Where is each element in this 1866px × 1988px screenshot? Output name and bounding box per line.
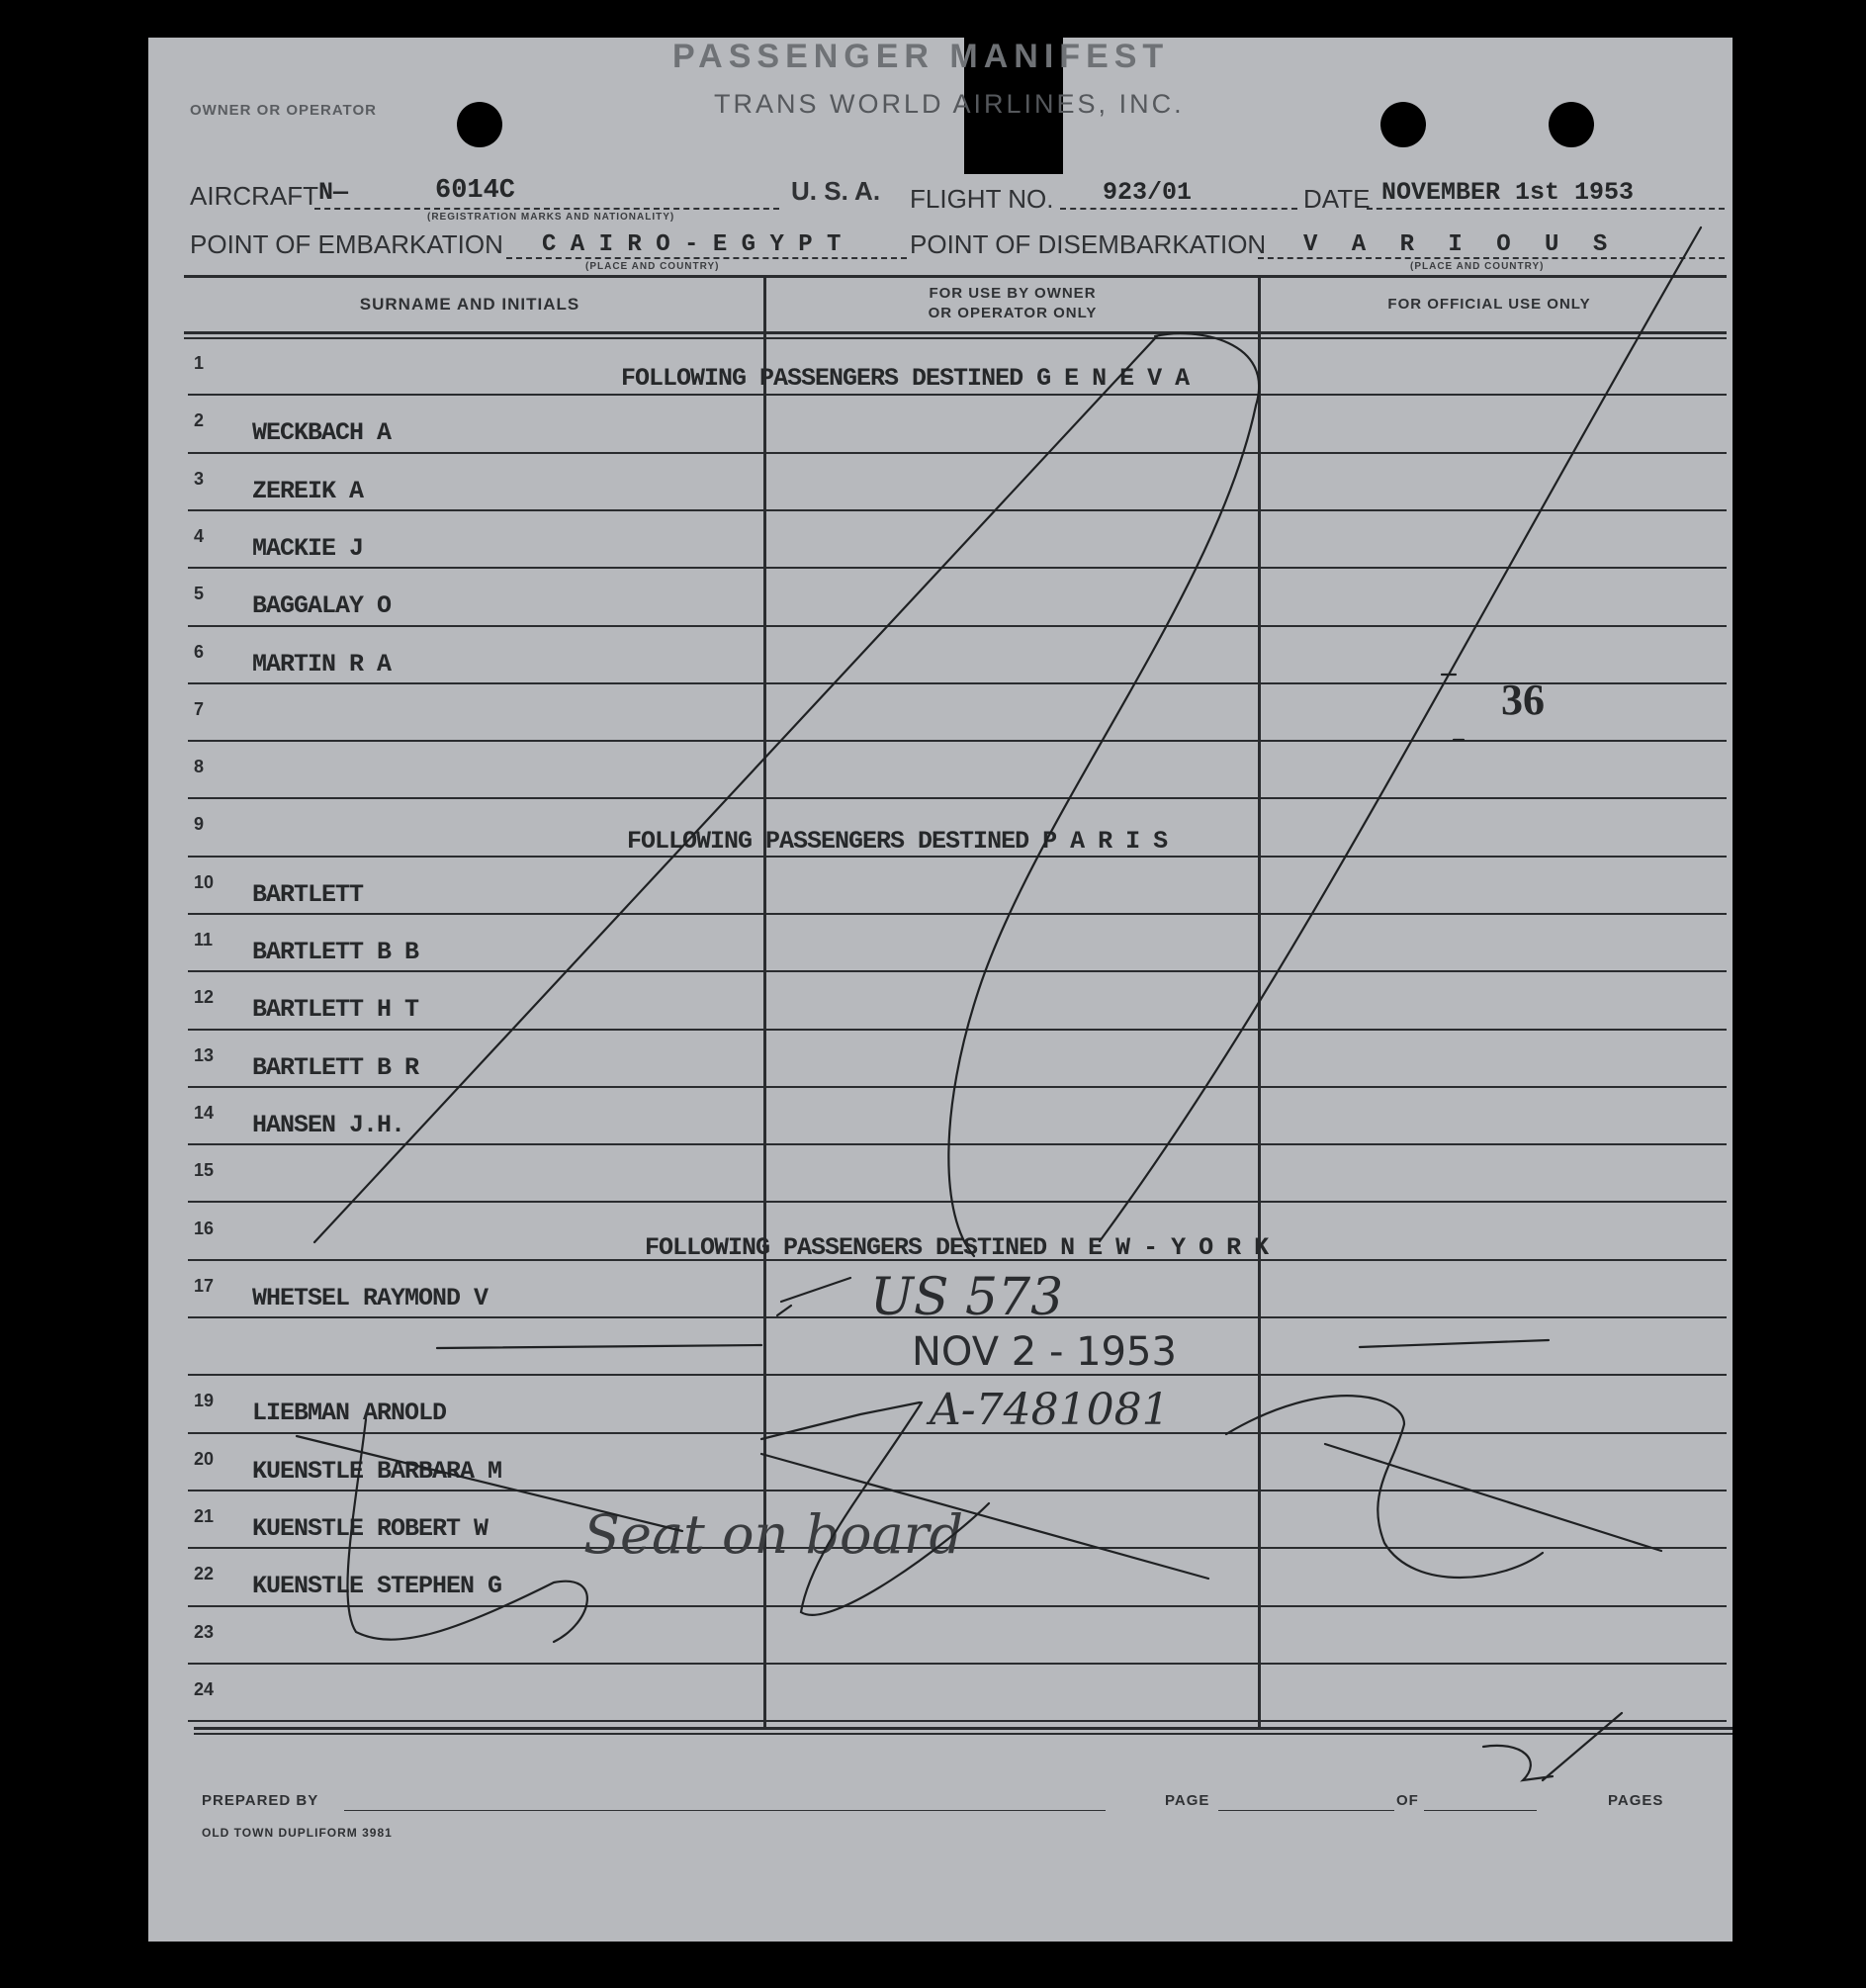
destination-paris: FOLLOWING PASSENGERS DESTINED P A R I S bbox=[627, 827, 1168, 856]
manifest-title: PASSENGER MANIFEST bbox=[672, 38, 1170, 75]
cross-out-2 bbox=[761, 1454, 1208, 1579]
official-count: 36 bbox=[1501, 676, 1545, 724]
aircraft-label: AIRCRAFT bbox=[190, 181, 318, 211]
row-number: 3 bbox=[194, 469, 205, 489]
date-value: NOVEMBER 1st 1953 bbox=[1381, 178, 1635, 207]
usa-label: U. S. A. bbox=[791, 176, 881, 206]
row-number: 14 bbox=[194, 1103, 215, 1123]
count-ticks bbox=[1442, 675, 1464, 740]
aircraft-prefix: N— bbox=[318, 178, 349, 207]
row-number: 15 bbox=[194, 1160, 215, 1180]
form-id: OLD TOWN DUPLIFORM 3981 bbox=[202, 1826, 393, 1840]
loop-mark bbox=[948, 333, 1259, 1256]
row-number: 16 bbox=[194, 1219, 215, 1238]
flight-label: FLIGHT NO. bbox=[910, 184, 1054, 214]
line-row-18b bbox=[1360, 1340, 1549, 1347]
owner-label: OWNER OR OPERATOR bbox=[190, 102, 377, 119]
row-number: 24 bbox=[194, 1679, 215, 1699]
passenger-name: BAGGALAY O bbox=[252, 591, 392, 620]
passenger-name: HANSEN J.H. bbox=[252, 1111, 405, 1139]
col-official: FOR OFFICIAL USE ONLY bbox=[1387, 296, 1591, 313]
check-mark bbox=[777, 1278, 850, 1315]
passenger-name: KUENSTLE ROBERT W bbox=[252, 1514, 489, 1543]
disembarkation-caption: (PLACE AND COUNTRY) bbox=[1410, 261, 1545, 272]
passenger-name: MARTIN R A bbox=[252, 650, 392, 678]
tick-2 bbox=[1483, 1713, 1622, 1780]
embarkation-caption: (PLACE AND COUNTRY) bbox=[585, 261, 720, 272]
disembarkation-value: V A R I O U S bbox=[1303, 231, 1618, 258]
passenger-name: KUENSTLE STEPHEN G bbox=[252, 1572, 502, 1600]
long-slash bbox=[1100, 227, 1701, 1241]
disembarkation-label: POINT OF DISEMBARKATION bbox=[910, 229, 1267, 259]
passenger-name: LIEBMAN ARNOLD bbox=[252, 1399, 447, 1427]
passenger-name: WECKBACH A bbox=[252, 418, 392, 447]
col-surname: SURNAME AND INITIALS bbox=[359, 295, 580, 314]
flight-value: 923/01 bbox=[1103, 178, 1193, 207]
passenger-name: BARTLETT B R bbox=[252, 1053, 419, 1082]
scribble-right bbox=[1226, 1396, 1661, 1578]
pages-label: PAGES bbox=[1608, 1792, 1664, 1809]
row-number: 8 bbox=[194, 757, 205, 776]
row-number: 4 bbox=[194, 526, 205, 546]
embarkation-label: POINT OF EMBARKATION bbox=[190, 229, 503, 259]
line-row-18a bbox=[437, 1345, 761, 1348]
passenger-name: BARTLETT H T bbox=[252, 995, 419, 1024]
row-number: 23 bbox=[194, 1622, 215, 1642]
passenger-name: BARTLETT B B bbox=[252, 938, 419, 966]
passenger-name: KUENSTLE BARBARA M bbox=[252, 1457, 502, 1486]
stamp-date: NOV 2 - 1953 bbox=[912, 1329, 1177, 1375]
bracket-mark bbox=[347, 1419, 586, 1642]
passenger-name: BARTLETT bbox=[252, 880, 364, 909]
cursive-note: Seat on board bbox=[583, 1503, 964, 1566]
col-owner-use-1: FOR USE BY OWNER bbox=[929, 285, 1097, 302]
row-number: 9 bbox=[194, 814, 205, 834]
row-number: 1 bbox=[194, 353, 205, 373]
row-number: 17 bbox=[194, 1276, 215, 1296]
row-number: 10 bbox=[194, 872, 215, 892]
row-number: 6 bbox=[194, 642, 205, 662]
passenger-name: MACKIE J bbox=[252, 534, 364, 563]
prepared-by-label: PREPARED BY bbox=[202, 1792, 319, 1809]
diagonal-slash bbox=[314, 336, 1157, 1242]
of-label: OF bbox=[1396, 1792, 1419, 1809]
row-number: 7 bbox=[194, 699, 205, 719]
page-label: PAGE bbox=[1165, 1792, 1210, 1809]
row-number: 13 bbox=[194, 1045, 215, 1065]
row-number: 21 bbox=[194, 1506, 215, 1526]
registration-caption: (REGISTRATION MARKS AND NATIONALITY) bbox=[427, 212, 675, 223]
date-label: DATE bbox=[1303, 184, 1371, 214]
airline-name: TRANS WORLD AIRLINES, INC. bbox=[714, 89, 1185, 119]
destination-geneva: FOLLOWING PASSENGERS DESTINED G E N E V A bbox=[621, 364, 1190, 393]
row-number: 5 bbox=[194, 584, 205, 603]
col-owner-use-2: OR OPERATOR ONLY bbox=[928, 305, 1098, 321]
row-number: 2 bbox=[194, 410, 205, 430]
stamp-number: A-7481081 bbox=[930, 1385, 1170, 1435]
destination-new-york: FOLLOWING PASSENGERS DESTINED N E W - Y O R K bbox=[645, 1233, 1269, 1262]
embarkation-value: C A I R O - E G Y P T bbox=[542, 231, 842, 258]
passenger-name: WHETSEL RAYMOND V bbox=[252, 1284, 489, 1312]
row-number: 19 bbox=[194, 1391, 215, 1410]
row-number: 11 bbox=[194, 930, 214, 949]
cross-out-1 bbox=[297, 1436, 682, 1531]
cross-out-3 bbox=[761, 1402, 920, 1439]
passenger-name: ZEREIK A bbox=[252, 477, 364, 505]
row-number: 20 bbox=[194, 1449, 215, 1469]
row-number: 22 bbox=[194, 1564, 215, 1583]
aircraft-value: 6014C bbox=[435, 176, 516, 206]
row-number: 12 bbox=[194, 987, 215, 1007]
handwritten-code: US 573 bbox=[870, 1268, 1064, 1327]
